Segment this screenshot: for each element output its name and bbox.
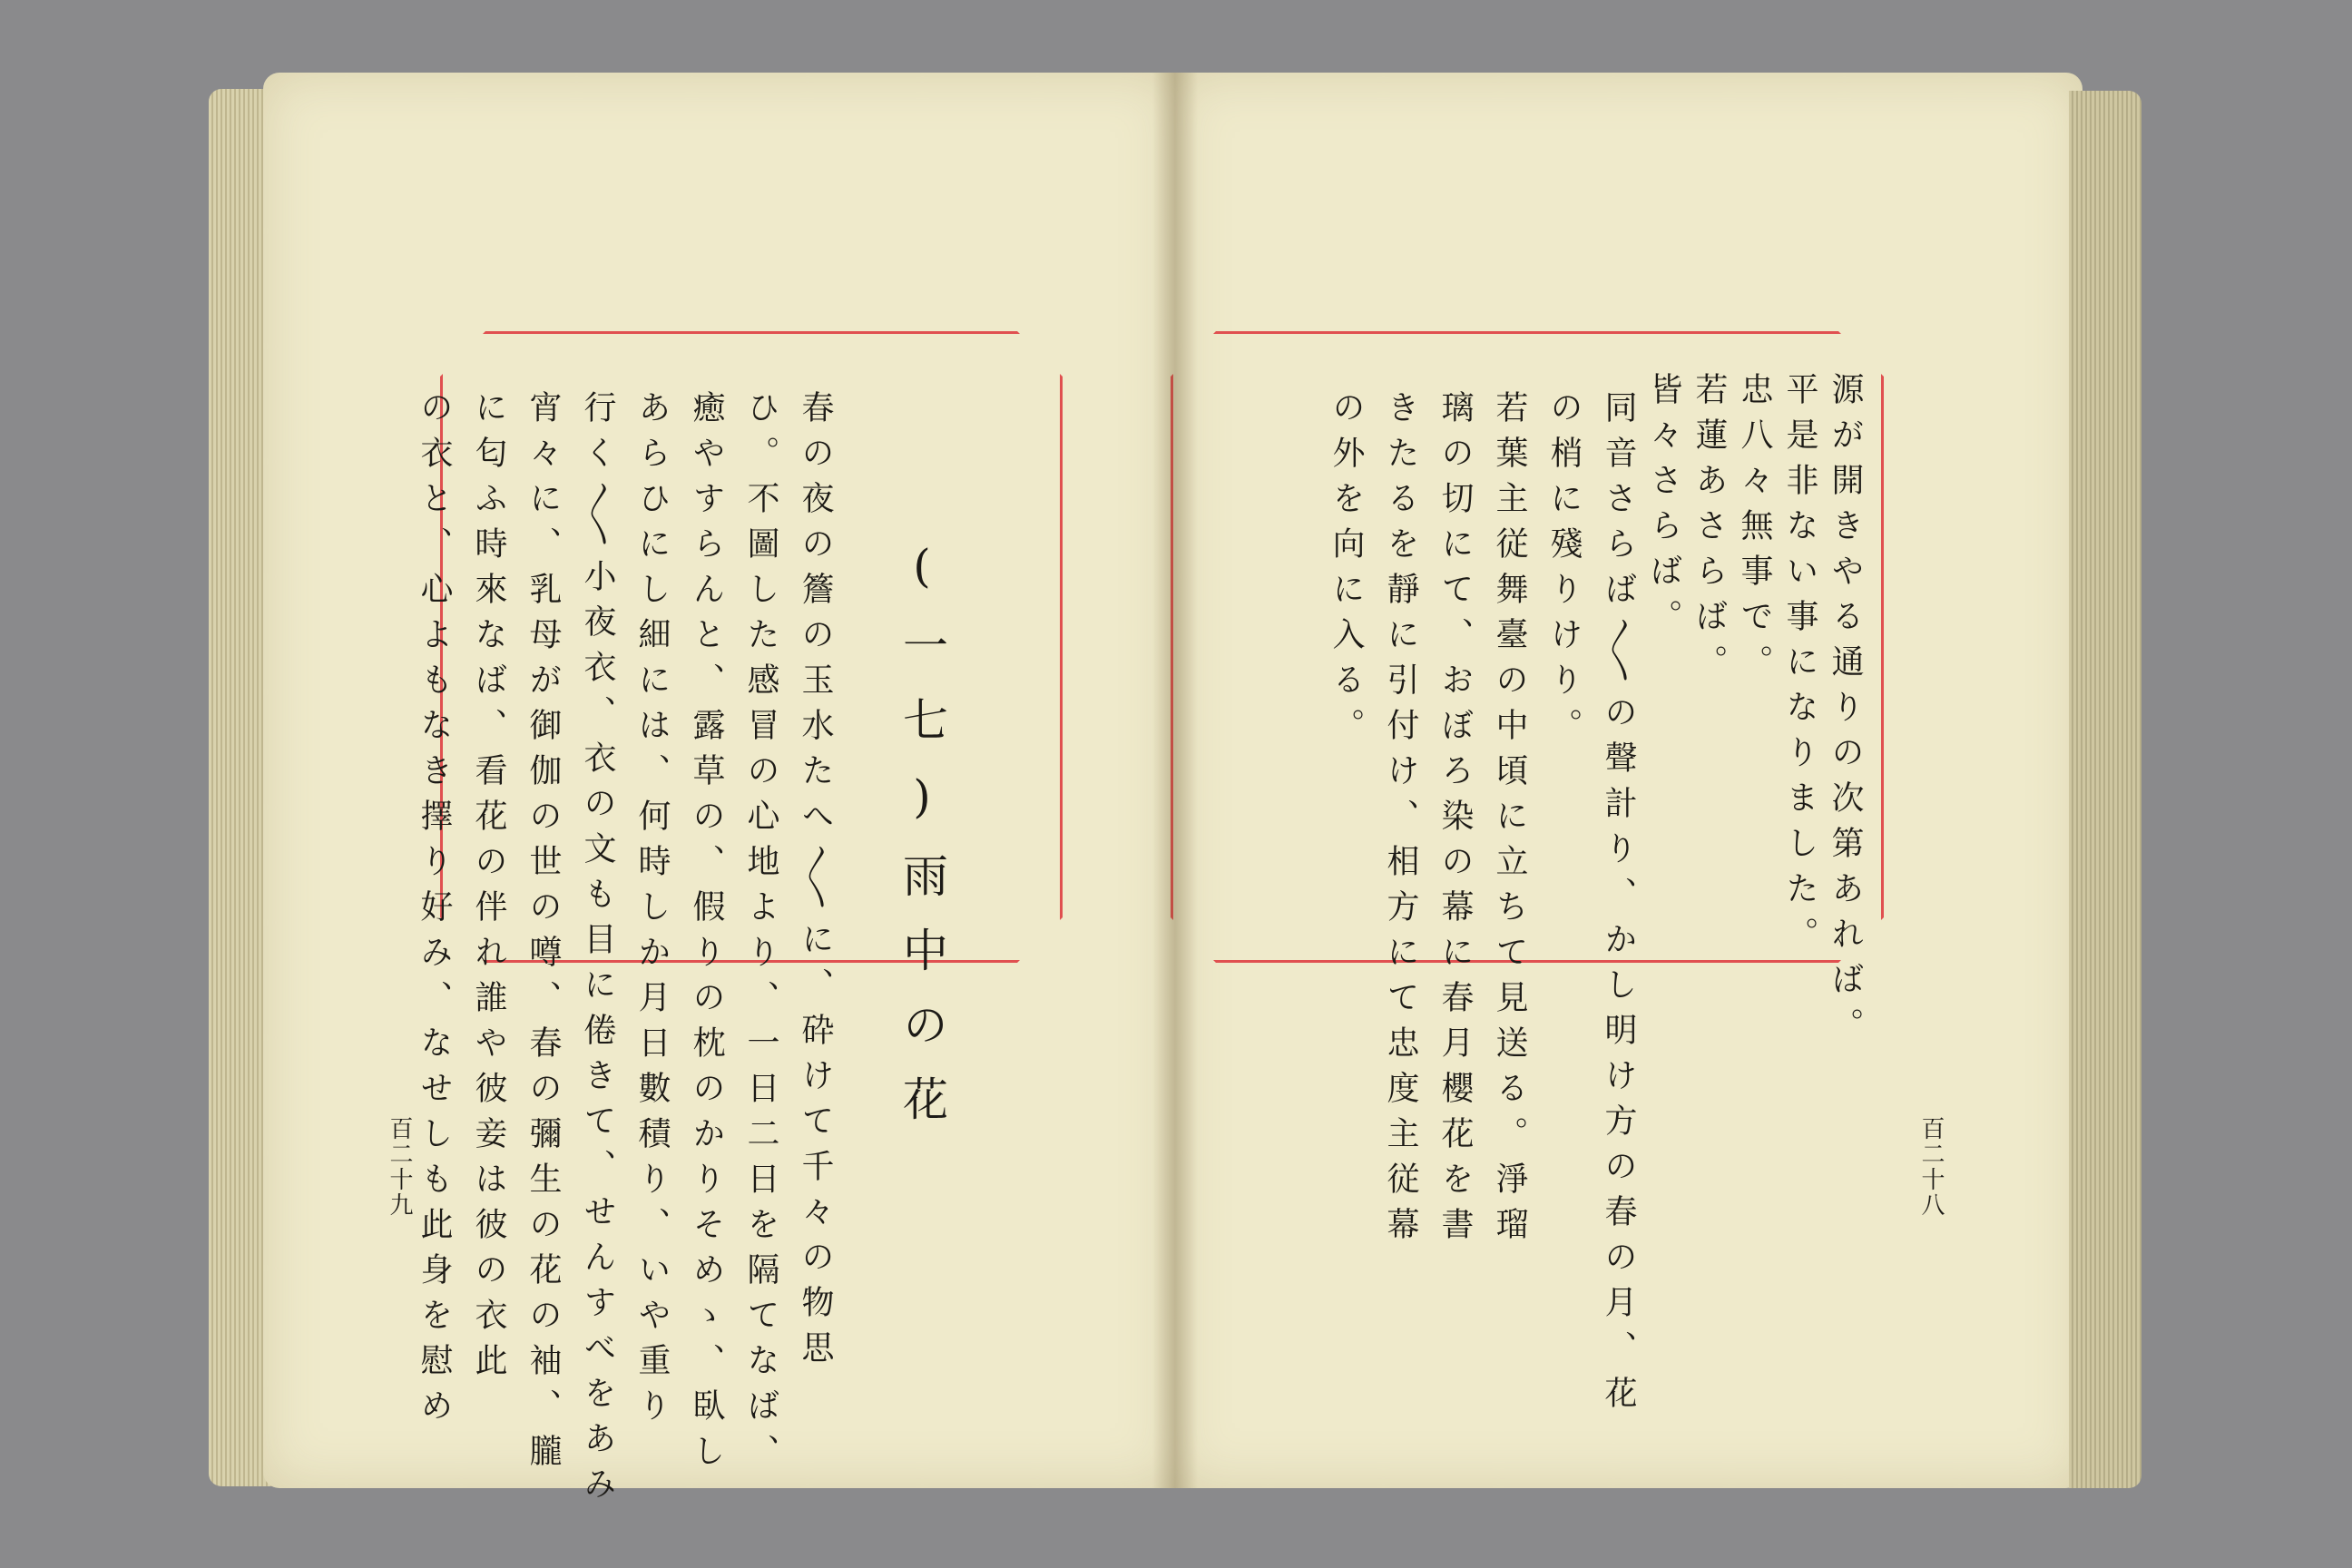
left-column-7: に匂ふ時來なば、看花の伴れ誰や彼妾は彼の衣此 [470,390,507,1388]
right-page-edges [2069,91,2141,1488]
book-gutter [1152,73,1198,1488]
left-column-3: 癒やすらんと、露草の、假りの枕のかりそめゝ、臥し [688,390,725,1479]
right-column-9: 璃の切にて、おぼろ染の幕に春月櫻花を書 [1436,390,1474,1252]
right-page [1175,73,2082,1488]
left-column-5: 行く〳〵小夜衣、衣の文も目に倦きて、せんすべをあみ [579,390,616,1512]
left-column-4: あらひにし細には、何時しか月日數積り、いや重り [633,390,671,1434]
right-column-8: 若葉主従舞臺の中頃に立ちて見送る。淨瑠 [1491,390,1528,1252]
right-column-6: 同音さらば〳〵の聲計り、かし明け方の春の月、花 [1600,390,1637,1421]
left-page-number: 百二十九 [386,1116,413,1218]
left-column-6: 宵々に、乳母が御伽の世の噂、春の彌生の花の袖、朧 [524,390,562,1479]
left-column-2: ひ。不圖した感冒の心地より、一日二日を隔てなば、 [742,390,779,1479]
left-column-8: の衣と、心よもなき擇り好み、なせしも此身を慰め [416,390,453,1434]
right-column-1: 源が開きやる通りの次第あれば。 [1827,372,1864,1053]
left-page [263,73,1175,1512]
left-column-1: 春の夜の簷の玉水たへ〳〵に、砕けて千々の物思 [797,390,834,1376]
right-column-2: 平是非ない事になりました。 [1781,372,1818,962]
section-heading: (一七)雨中の花 [896,540,948,1150]
open-book [209,73,2141,1512]
right-page-number: 百二十八 [1917,1116,1945,1218]
right-column-7: の梢に殘りけり。 [1545,390,1583,753]
right-column-10: きたるを靜に引付け、相方にて忠度主従幕 [1382,390,1419,1252]
right-column-11: の外を向に入る。 [1328,390,1365,753]
right-column-3: 忠八々無事で。 [1736,372,1773,690]
right-column-5: 皆々さらば。 [1645,372,1682,644]
right-column-4: 若蓮あさらば。 [1690,372,1728,690]
